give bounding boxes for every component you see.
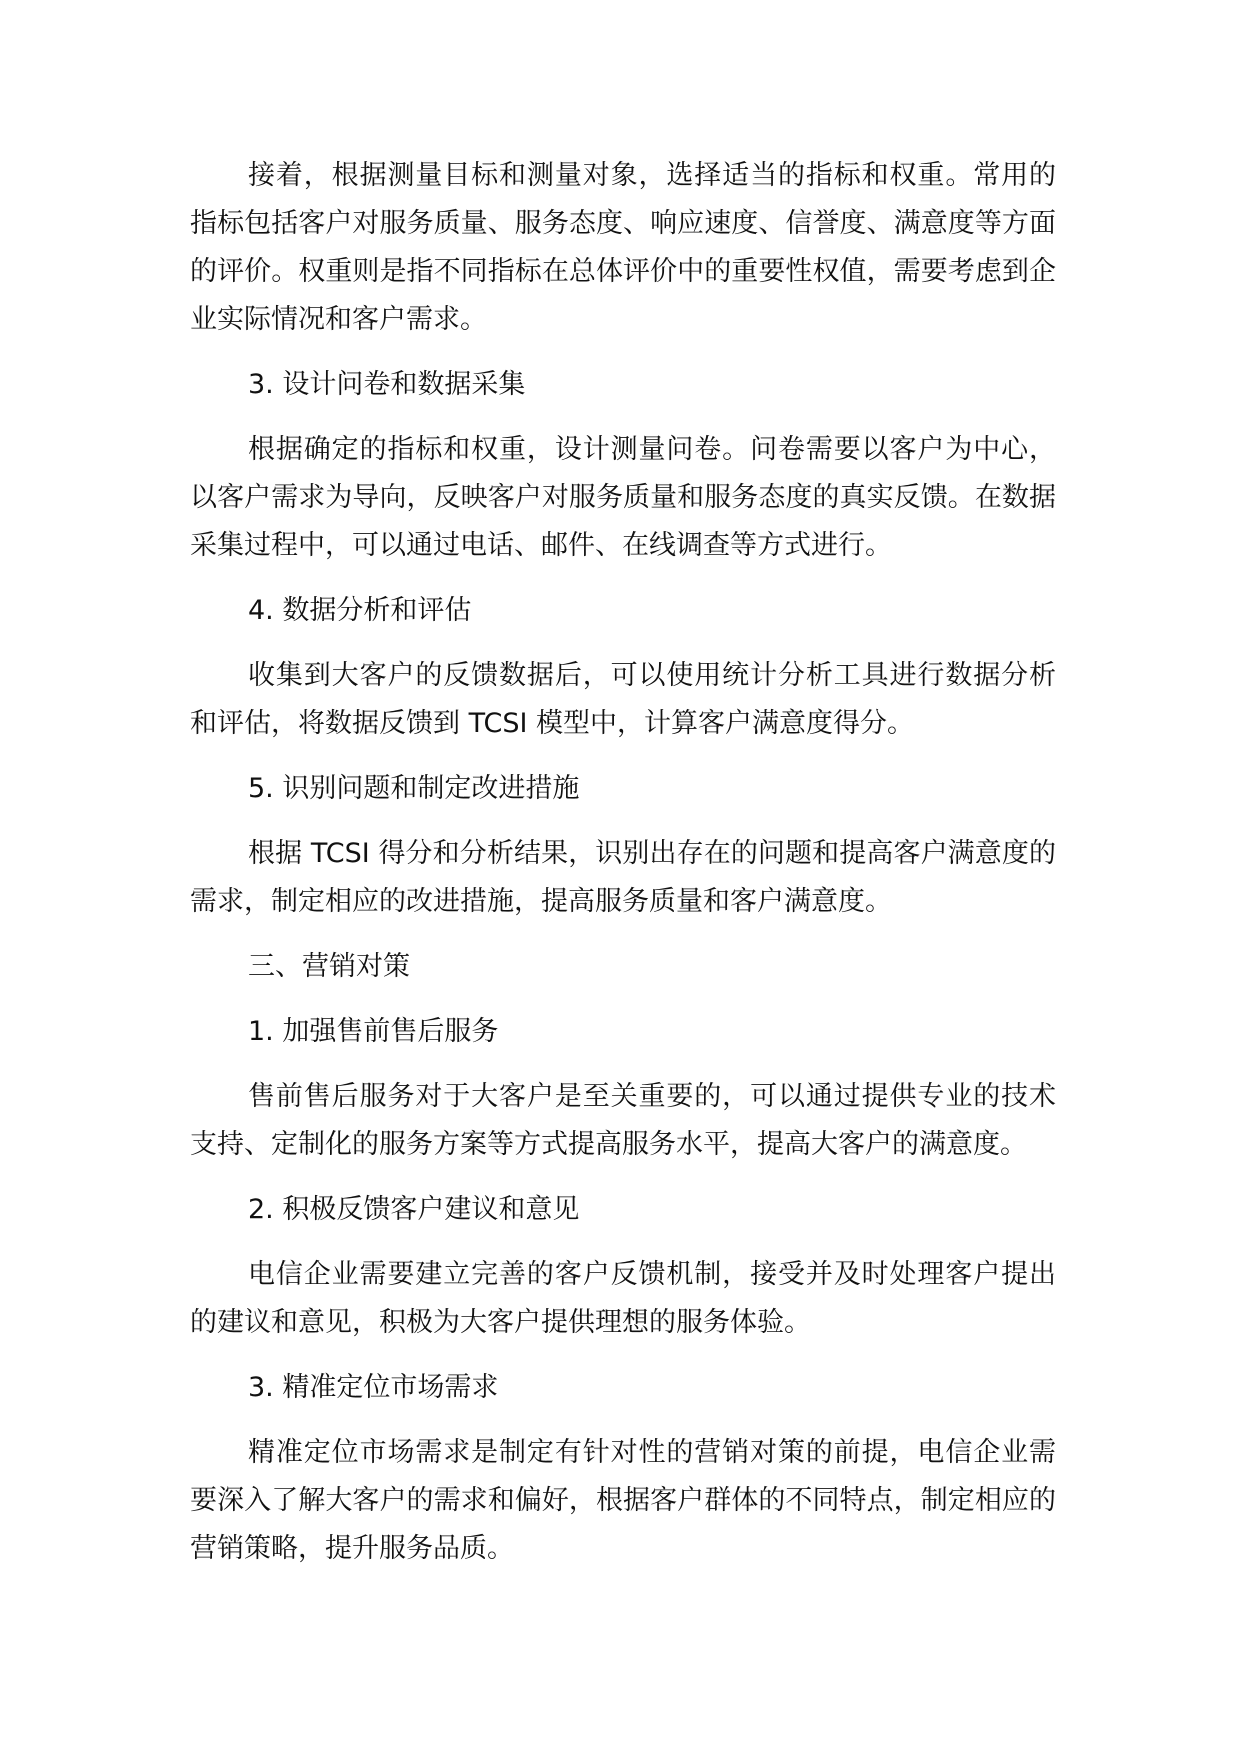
heading-data-analysis: 4. 数据分析和评估 (248, 595, 472, 626)
heading-design-questionnaire: 3. 设计问卷和数据采集 (248, 369, 526, 400)
paragraph-pre-post-sales: 售前售后服务对于大客户是至关重要的，可以通过提供专业的技术支持、定制化的服务方案等方式提高服务水平，提高大客户的满意度。 (190, 1081, 1056, 1160)
document-body (190, 152, 1056, 1590)
heading-pre-post-sales: 1. 加强售前售后服务 (248, 1016, 499, 1047)
heading-market-positioning: 3. 精准定位市场需求 (248, 1372, 499, 1403)
section-heading-marketing: 三、营销对策 (248, 951, 410, 982)
heading-feedback: 2. 积极反馈客户建议和意见 (248, 1194, 580, 1225)
paragraph-questionnaire: 根据确定的指标和权重，设计测量问卷。问卷需要以客户为中心，以客户需求为导向，反映客户对服务质量和服务态度的真实反馈。在数据采集过程中，可以通过电话、邮件、在线调查等方式进行。 (190, 434, 1056, 561)
paragraph-feedback: 电信企业需要建立完善的客户反馈机制，接受并及时处理客户提出的建议和意见，积极为大客户提供理想的服务体验。 (190, 1259, 1056, 1338)
paragraph-indicators-weights: 接着，根据测量目标和测量对象，选择适当的指标和权重。常用的指标包括客户对服务质量、服务态度、响应速度、信誉度、满意度等方面的评价。权重则是指不同指标在总体评价中的重要性权值，需要考虑到企业实际情况和客户需求。 (190, 160, 1056, 335)
paragraph-identify-problems: 根据 TCSI 得分和分析结果，识别出存在的问题和提高客户满意度的需求，制定相应的改进措施，提高服务质量和客户满意度。 (190, 838, 1056, 917)
paragraph-data-analysis: 收集到大客户的反馈数据后，可以使用统计分析工具进行数据分析和评估，将数据反馈到 TCSI 模型中，计算客户满意度得分。 (190, 660, 1056, 739)
paragraph-market-positioning: 精准定位市场需求是制定有针对性的营销对策的前提，电信企业需要深入了解大客户的需求和偏好，根据客户群体的不同特点，制定相应的营销策略，提升服务品质。 (190, 1437, 1056, 1564)
heading-identify-problems: 5. 识别问题和制定改进措施 (248, 773, 580, 804)
